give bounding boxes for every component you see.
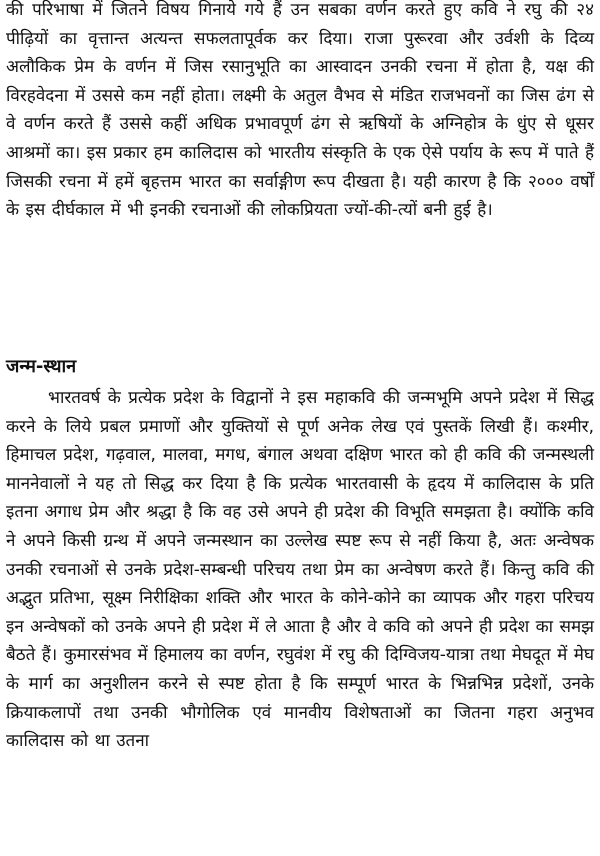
body-paragraph-continued: की परिभाषा में जितने विषय गिनाये गये हैं उन सबका वर्णन करते हुए कवि ने रघु की २४ पीढ़ियों का वृत्तान्त अत्यन्त सफलतापूर्वक कर दिया। राजा पुरूरवा और उर्वशी के दिव्य अलौकिक प्रेम के वर्णन में जिस रसानुभूति का आस्वादन उनकी रचना में होता है, यक्ष की विरहवेदना में उससे कम नहीं होता। लक्ष्मी के अतुल वैभव से मंडित राजभवनों का जिस ढंग से वे वर्णन करते हैं उससे कहीं अधिक प्रभावपूर्ण ढंग से ऋषियों के अग्निहोत्र के धुंए से धूसर आश्रमों का। इस प्रकार हम कालिदास को भारतीय संस्कृति के एक ऐसे पर्याय के रूप में पाते हैं जिसकी रचना में हमें बृहत्तम भारत का सर्वाङ्गीण रूप दीखता है। यही कारण है कि २००० वर्षों के इस दीर्घकाल में भी इनकी रचनाओं की लोकप्रियता ज्यों-की-त्यों बनी हुई है। <box>6 0 594 221</box>
section-heading: जन्म-स्थान <box>6 356 77 377</box>
body-paragraph: भारतवर्ष के प्रत्येक प्रदेश के विद्वानों ने इस महाकवि की जन्मभूमि अपने प्रदेश में सिद्ध करने के लिये प्रबल प्रमाणों और युक्तियों से पूर्ण अनेक लेख एवं पुस्तकें लिखी हैं। कश्मीर, हिमाचल प्रदेश, गढ़वाल, मालवा, मगध, बंगाल अथवा दक्षिण भारत को ही कवि की जन्मस्थली माननेवालों ने यह तो सिद्ध कर दिया है कि प्रत्येक भारतवासी के हृदय में कालिदास के प्रति इतना अगाध प्रेम और श्रद्धा है कि वह उसे अपने ही प्रदेश की विभूति समझता है। क्योंकि कवि ने अपने किसी ग्रन्थ में अपने जन्मस्थान का उल्लेख स्पष्ट रूप से नहीं किया है, अतः अन्वेषक उनकी रचनाओं से उनके प्रदेश-सम्बन्धी परिचय तथा प्रेम का अन्वेषण करते हैं। किन्तु कवि की अद्भुत प्रतिभा, सूक्ष्म निरीक्षिका शक्ति और भारत के कोने-कोने का व्यापक और गहरा परिचय इन अन्वेषकों को उनके अपने ही प्रदेश में ले आता है और वे कवि को अपने ही प्रदेश का समझ बैठते हैं। कुमारसंभव में हिमालय का वर्णन, रघुवंश में रघु की दिग्विजय-यात्रा तथा मेघदूत में मेघ के मार्ग का अनुशीलन करने से स्पष्ट होता है कि सम्पूर्ण भारत के भिन्नभिन्न प्रदेशों, उनके क्रियाकलापों तथा उनकी भौगोलिक एवं मानवीय विशेषताओं का जितना गहरा अनुभव कालिदास को था उतना <box>6 388 594 752</box>
